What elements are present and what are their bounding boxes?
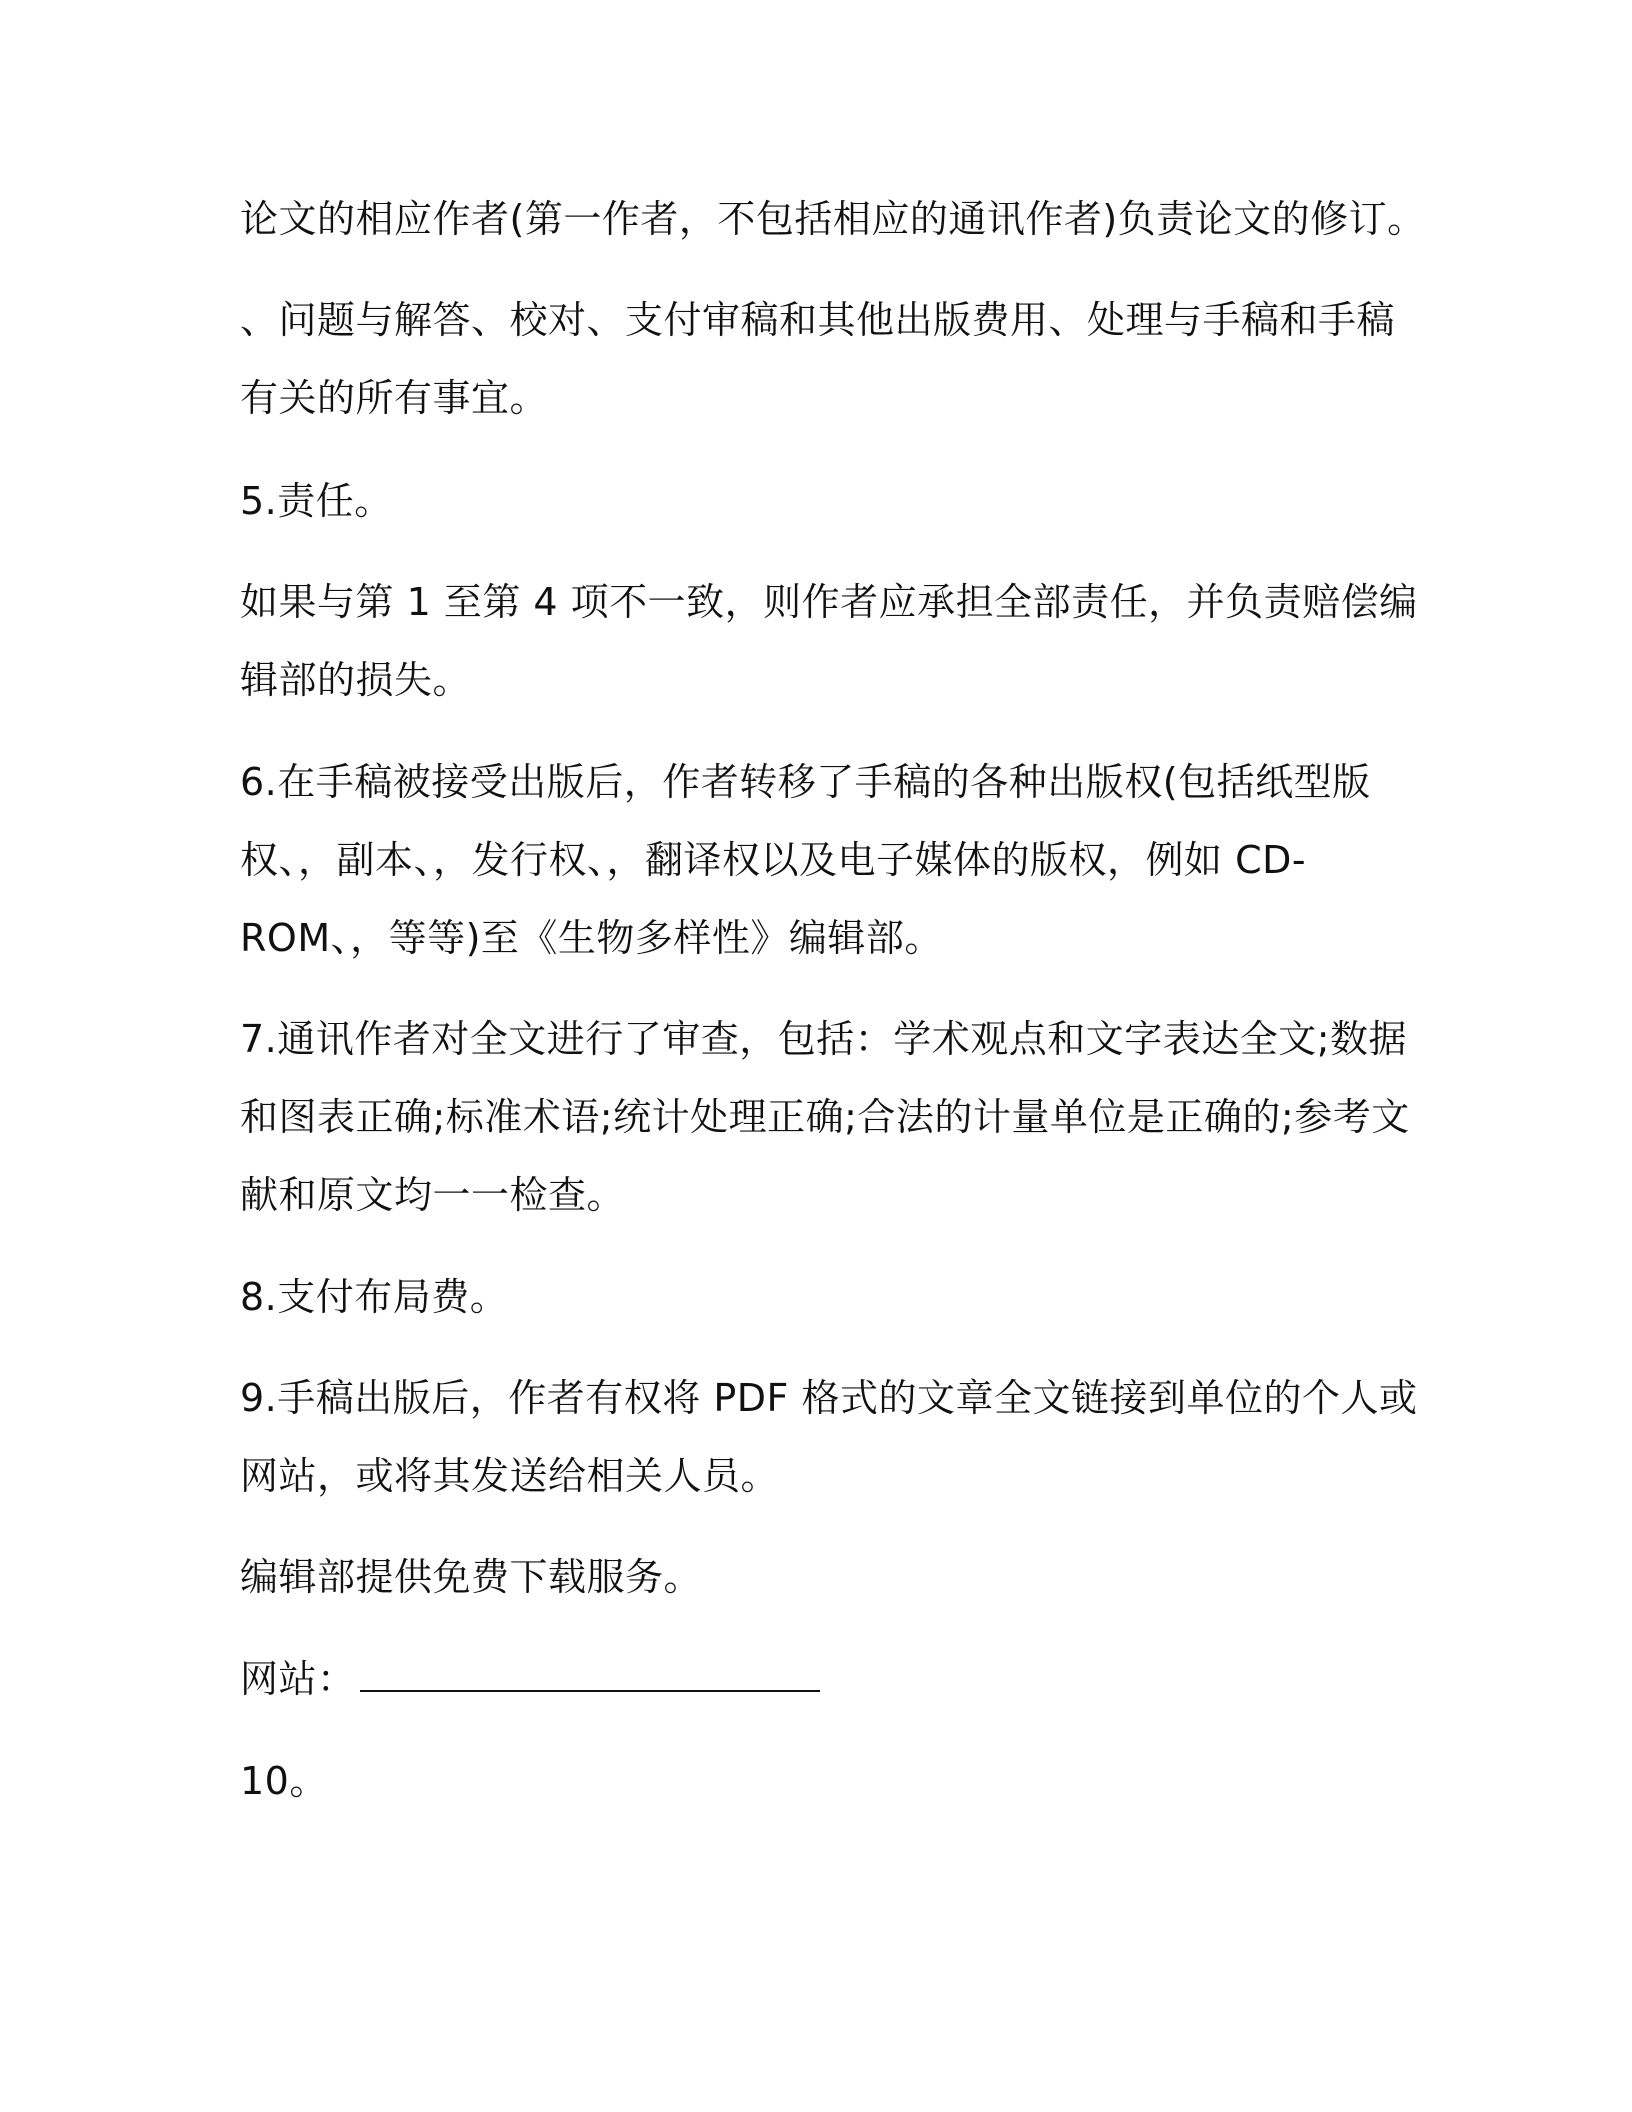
paragraph-line: 和图表正确;标准术语;统计处理正确;合法的计量单位是正确的;参考文 (240, 1095, 1410, 1139)
paragraph-line: 、问题与解答、校对、支付审稿和其他出版费用、处理与手稿和手稿 (240, 298, 1396, 342)
paragraph-line: 6.在手稿被接受出版后，作者转移了手稿的各种出版权(包括纸型版 (240, 760, 1371, 804)
paragraph-line: 权、，副本、，发行权、，翻译权以及电子媒体的版权，例如 CD- (240, 838, 1307, 882)
paragraph-line: 论文的相应作者(第一作者，不包括相应的通讯作者)负责论文的修订。 (240, 197, 1426, 241)
paragraph-line: 编辑部提供免费下载服务。 (240, 1555, 703, 1599)
paragraph-line: 献和原文均一一检查。 (240, 1173, 626, 1217)
paragraph-line: 9.手稿出版后，作者有权将 PDF 格式的文章全文链接到单位的个人或 (240, 1376, 1418, 1420)
paragraph-line: 网站，或将其发送给相关人员。 (240, 1454, 780, 1498)
section-heading: 10。 (240, 1759, 328, 1803)
paragraph-line: 如果与第 1 至第 4 项不一致，则作者应承担全部责任，并负责赔偿编 (240, 580, 1418, 624)
section-heading: 8.支付布局费。 (240, 1275, 509, 1319)
paragraph-line: ROM、，等等)至《生物多样性》编辑部。 (240, 916, 943, 960)
paragraph-line: 辑部的损失。 (240, 658, 472, 702)
section-heading: 5.责任。 (240, 479, 393, 523)
paragraph-line: 7.通讯作者对全文进行了审查，包括：学术观点和文字表达全文;数据 (240, 1017, 1408, 1061)
paragraph-line: 有关的所有事宜。 (240, 376, 549, 420)
website-label: 网站： (240, 1657, 356, 1701)
website-blank-field (360, 1660, 820, 1692)
website-line (240, 1655, 1390, 1703)
